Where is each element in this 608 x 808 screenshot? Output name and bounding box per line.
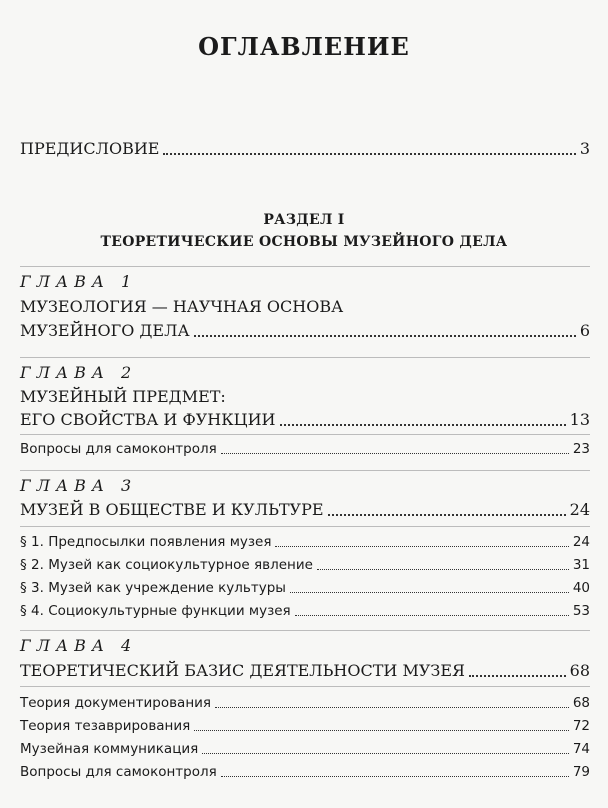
leader-dots: [221, 453, 569, 454]
toc-item-label: § 1. Предпосылки появления музея: [20, 534, 272, 550]
toc-entry-chapter2[interactable]: [20, 409, 590, 431]
toc-entry-chapter3[interactable]: [20, 499, 590, 521]
leader-dots: [215, 707, 569, 708]
chapter-label: ГЛАВА 4: [20, 636, 138, 655]
toc-item-page: 31: [572, 557, 590, 573]
toc-item-label: Вопросы для самоконтроля: [20, 441, 217, 457]
toc-item[interactable]: [20, 740, 590, 758]
toc-entry-page: 6: [579, 321, 590, 340]
toc-item[interactable]: [20, 694, 590, 712]
chapter-label: ГЛАВА 3: [20, 476, 138, 495]
toc-item-label: Теория тезаврирования: [20, 718, 191, 734]
toc-entry-label: ЕГО СВОЙСТВА И ФУНКЦИИ: [20, 410, 276, 429]
leader-dots: [328, 514, 566, 516]
toc-entry-chapter4[interactable]: [20, 660, 590, 682]
section-heading: РАЗДЕЛ I: [263, 212, 345, 228]
toc-item-page: 53: [572, 603, 590, 619]
toc-entry-label: МУЗЕЙ В ОБЩЕСТВЕ И КУЛЬТУРЕ: [20, 500, 324, 519]
toc-item-label: § 2. Музей как социокультурное явление: [20, 557, 313, 573]
leader-dots: [163, 153, 575, 155]
divider: [20, 686, 590, 687]
toc-item[interactable]: [20, 763, 590, 781]
toc-entry-chapter1[interactable]: [20, 320, 590, 342]
divider: [20, 434, 590, 435]
toc-item-page: 24: [572, 534, 590, 550]
leader-dots: [295, 615, 569, 616]
toc-item-label: Вопросы для самоконтроля: [20, 764, 217, 780]
leader-dots: [194, 335, 576, 337]
toc-item-page: 68: [572, 695, 590, 711]
toc-item-page: 40: [572, 580, 590, 596]
divider: [20, 526, 590, 527]
leader-dots: [280, 424, 566, 426]
toc-item[interactable]: [20, 440, 590, 458]
leader-dots: [221, 776, 569, 777]
toc-item-label: § 3. Музей как учреждение культуры: [20, 580, 286, 596]
toc-item[interactable]: [20, 533, 590, 551]
toc-item[interactable]: [20, 579, 590, 597]
leader-dots: [194, 730, 569, 731]
section-title: ТЕОРЕТИЧЕСКИЕ ОСНОВЫ МУЗЕЙНОГО ДЕЛА: [100, 234, 508, 250]
toc-entry-label: ПРЕДИСЛОВИЕ: [20, 139, 160, 158]
page-title: ОГЛАВЛЕНИЕ: [198, 32, 410, 61]
toc-entry-label: МУЗЕЙНОГО ДЕЛА: [20, 321, 190, 340]
leader-dots: [317, 569, 569, 570]
toc-item-page: 23: [572, 441, 590, 457]
toc-item-label: § 4. Социокультурные функции музея: [20, 603, 291, 619]
leader-dots: [290, 592, 569, 593]
toc-entry-preface[interactable]: [20, 138, 590, 160]
toc-entry-page: 3: [579, 139, 590, 158]
leader-dots: [275, 546, 568, 547]
toc-entry-page: 24: [569, 500, 590, 519]
toc-item[interactable]: [20, 602, 590, 620]
toc-item-page: 74: [572, 741, 590, 757]
toc-item[interactable]: [20, 556, 590, 574]
chapter-label: ГЛАВА 1: [20, 272, 138, 291]
toc-entry-page: 13: [569, 410, 590, 429]
chapter-label: ГЛАВА 2: [20, 363, 138, 382]
divider: [20, 266, 590, 267]
toc-entry-chapter1-line1[interactable]: [20, 296, 590, 318]
toc-item-page: 79: [572, 764, 590, 780]
divider: [20, 470, 590, 471]
divider: [20, 357, 590, 358]
toc-entry-chapter2-line1[interactable]: [20, 386, 590, 408]
toc-item-label: Теория документирования: [20, 695, 212, 711]
toc-entry-label: МУЗЕЙНЫЙ ПРЕДМЕТ:: [20, 387, 226, 406]
leader-dots: [469, 675, 566, 677]
toc-item-label: Музейная коммуникация: [20, 741, 199, 757]
leader-dots: [202, 753, 569, 754]
toc-entry-label: ТЕОРЕТИЧЕСКИЙ БАЗИС ДЕЯТЕЛЬНОСТИ МУЗЕЯ: [20, 661, 465, 680]
toc-item[interactable]: [20, 717, 590, 735]
toc-entry-label: МУЗЕОЛОГИЯ — НАУЧНАЯ ОСНОВА: [20, 297, 344, 316]
divider: [20, 630, 590, 631]
toc-entry-page: 68: [569, 661, 590, 680]
toc-item-page: 72: [572, 718, 590, 734]
